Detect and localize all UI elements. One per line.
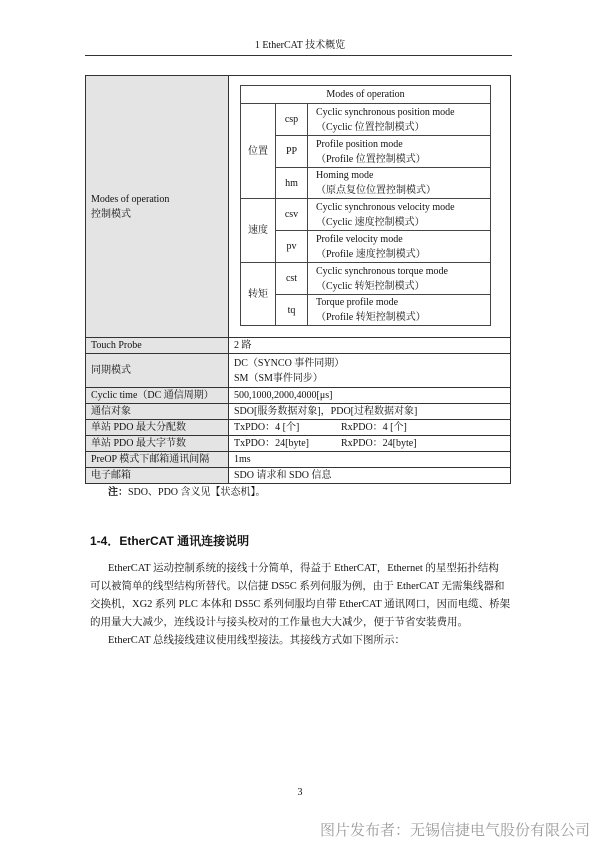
spec-label: Touch Probe [86,338,229,354]
mode-code: PP [276,136,308,168]
spec-row-cycle-time [86,388,511,404]
mode-row [241,199,491,231]
modes-table [240,85,491,326]
mode-desc-cell [308,263,491,295]
spec-row-pdo-bytes [86,436,511,452]
mode-desc-cell [308,199,491,231]
spec-row-touch-probe [86,338,511,354]
mode-code: pv [276,231,308,263]
mode-code: cst [276,263,308,295]
mode-code: hm [276,168,308,199]
spec-label: 单站 PDO 最大分配数 [86,420,229,436]
header-rule [85,55,512,56]
paragraph-line: 可以被简单的线型结构所替代。以信捷 DS5C 系列伺服为例，由于 EtherCAT 无需集线器和 [90,581,505,592]
spec-value: 2 路 [229,338,511,354]
mode-code: csv [276,199,308,231]
mode-row [241,168,491,199]
mode-name: Profile position mode [316,138,403,150]
mode-name: Torque profile mode [316,297,399,308]
mode-row [241,136,491,168]
mode-desc: （Profile 转矩控制模式） [316,312,426,323]
paragraph-line: EtherCAT 运动控制系统的接线十分简单，得益于 EtherCAT，Ethernet 的星型拓扑结构 [108,563,499,574]
spec-value: 1ms [229,452,511,468]
mode-desc-cell [308,168,491,199]
modes-label-en: Modes of operation [91,193,170,205]
mode-row [241,104,491,136]
spec-label: 电子邮箱 [86,468,229,484]
mode-row [241,263,491,295]
rx-pdo-value: RxPDO：4 [个] [341,422,407,433]
spec-label: 单站 PDO 最大字节数 [86,436,229,452]
spec-value: DC（SYNCO 事件同期） [234,357,345,369]
spec-row-sync-mode [86,354,511,388]
mode-name: Cyclic synchronous position mode [316,106,455,118]
spec-value-cell [229,436,511,452]
mode-name: Cyclic synchronous velocity mode [316,201,455,213]
mode-name: Profile velocity mode [316,233,403,245]
modes-header: Modes of operation [241,86,491,104]
spec-row-pdo-count [86,420,511,436]
mode-row [241,295,491,326]
modes-value-cell [229,76,511,338]
mode-desc-cell [308,231,491,263]
spec-label: Cyclic time（DC 通信周期） [86,388,229,404]
tx-pdo-value: TxPDO：4 [个] [234,422,300,433]
mode-desc: （原点复位位置控制模式） [316,185,436,196]
spec-row-preop-interval [86,452,511,468]
mode-desc-cell [308,104,491,136]
modes-header-row [241,86,491,104]
paragraph-line: 的用量大大减少，连线设计与接头校对的工作量也大大减少，便于节省安装费用。 [90,617,468,628]
page-number: 3 [297,787,303,798]
running-header: 1 EtherCAT 技术概览 [254,40,346,51]
spec-label: 同期模式 [86,354,229,388]
mode-name: Homing mode [316,170,374,181]
note-label: 注： [108,487,128,498]
mode-group-velocity: 速度 [241,199,276,263]
spec-value-cell [229,420,511,436]
mode-desc-cell [308,295,491,326]
mode-row [241,231,491,263]
rx-pdo-value: RxPDO：24[byte] [341,438,417,449]
spec-value-cell [229,354,511,388]
mode-desc: （Profile 位置控制模式） [316,153,426,165]
modes-row [86,76,511,338]
mode-code: csp [276,104,308,136]
section-heading: 1-4．EtherCAT 通讯连接说明 [90,534,250,548]
modes-label-cn: 控制模式 [91,208,131,220]
note-text: SDO、PDO 含义见【状态机】。 [128,487,266,498]
publisher-watermark: 图片发布者：无锡信捷电气股份有限公司 [319,822,590,839]
spec-value: SM（SM事件同步） [234,372,323,384]
tx-pdo-value: TxPDO：24[byte] [234,438,309,449]
spec-value: 500,1000,2000,4000[μs] [229,388,511,404]
spec-value: SDO[服务数据对象]，PDO[过程数据对象] [229,404,511,420]
paragraph-line: EtherCAT 总线接线建议使用线型接法。其接线方式如下图所示： [108,635,406,646]
table-note [108,486,266,500]
spec-value: SDO 请求和 SDO 信息 [229,468,511,484]
mode-code: tq [276,295,308,326]
mode-group-torque: 转矩 [241,263,276,326]
mode-desc-cell [308,136,491,168]
spec-label: 通信对象 [86,404,229,420]
spec-label: PreOP 模式下邮箱通讯间隔 [86,452,229,468]
mode-group-position: 位置 [241,104,276,199]
spec-table [85,75,511,484]
paragraph-line: 交换机，XG2 系列 PLC 本体和 DS5C 系列伺服均自带 EtherCAT 通讯网口，因而电缆、桥架 [90,599,511,610]
modes-label-cell [86,76,229,338]
mode-desc: （Profile 速度控制模式） [316,248,426,260]
spec-row-mailbox [86,468,511,484]
spec-row-comm-objects [86,404,511,420]
mode-desc: （Cyclic 速度控制模式） [316,216,425,228]
mode-desc: （Cyclic 位置控制模式） [316,121,425,133]
mode-desc: （Cyclic 转矩控制模式） [316,280,425,292]
mode-name: Cyclic synchronous torque mode [316,265,448,277]
